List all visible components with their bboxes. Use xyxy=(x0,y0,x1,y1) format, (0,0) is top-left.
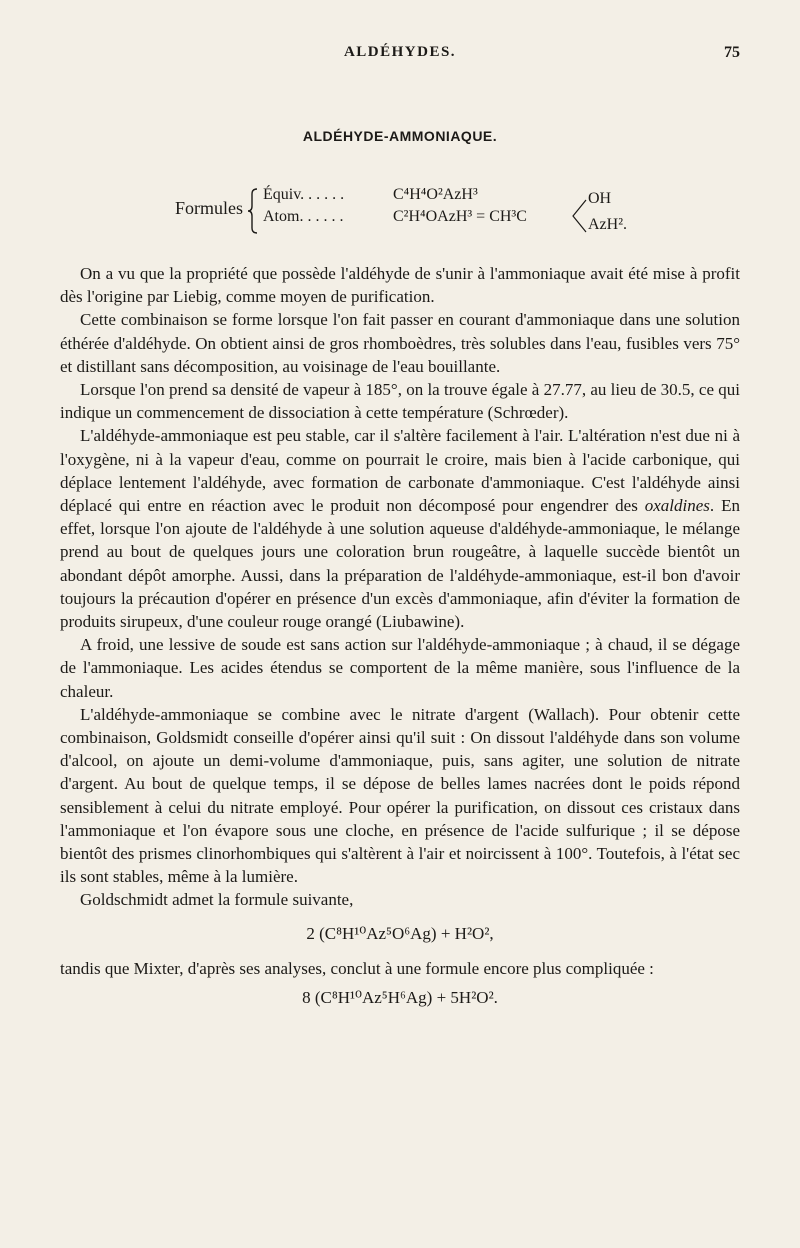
paragraph xyxy=(60,424,740,633)
running-head xyxy=(60,44,740,74)
branch-bottom-group: AzH². xyxy=(588,216,628,233)
paragraph: Lorsque l'on prend sa densité de vapeur à 185°, on la trouve égale à 27.77, au lieu de 30.5, ce qui indique un commencement de dissociation à cette température (Schrœder). xyxy=(60,380,740,423)
formula-value: C⁴H⁴O²AzH³ xyxy=(393,186,478,203)
paragraph: A froid, une lessive de soude est sans action sur l'aldéhyde-ammoniaque ; à chaud, il se dégage de l'ammoniaque. Les acides étendus se comportent de la même manière, sous l'influence de la chaleur. xyxy=(60,635,740,701)
formula-key: Équiv. . . . . . xyxy=(263,186,345,203)
formula-key: Atom. . . . . . xyxy=(263,208,344,225)
paragraph-text: . En effet, lorsque l'on ajoute de l'aldéhyde à une solution aqueuse d'aldéhyde-ammoniaque, le mélange prend au bout de quelques jours une coloration brun rougeâtre, à laquelle succède bientôt un abondant dépôt amorphe. Aussi, dans la préparation de l'aldéhyde-ammoniaque, est-il bon d'avoir toujours la précaution d'opérer en présence d'un excès d'ammoniaque, afin d'éviter la formation de produits sirupeux, d'une couleur rouge orangé (Liubawine). xyxy=(60,496,740,632)
paragraph: Cette combinaison se forme lorsque l'on fait passer en courant d'ammoniaque dans une solution éthérée d'aldéhyde. On obtient ainsi de gros rhomboèdres, très solubles dans l'eau, fusibles vers 75° et distillant sans décomposition, au voisinage de l'eau bouillante. xyxy=(60,310,740,376)
paragraph: L'aldéhyde-ammoniaque se combine avec le nitrate d'argent (Wallach). Pour obtenir cette combinaison, Goldsmidt conseille d'opérer ainsi qu'il suit : On dissout l'aldéhyde dans son volume d'alcool, on ajoute un demi-volume d'ammoniaque, puis, sans agiter, une solution de nitrate d'argent. Au bout de quelque temps, il se dépose de belles lames nacrées dont le poids répond sensiblement à celui du nitrate employé. Pour opérer la purification, on dissout ces cristaux dans l'ammoniaque et l'on évapore sous une cloche, en présence de l'acide sulfurique ; il se dépose bientôt des prismes clinorhombiques qui s'altèrent à l'air et noircissent à 100°. Toutefois, à l'état sec ils sont stables, même à la lumière. xyxy=(60,704,740,887)
paragraph: On a vu que la propriété que possède l'aldéhyde de s'unir à l'ammoniaque avait été mise à profit dès l'origine par Liebig, comme moyen de purification. xyxy=(60,264,740,307)
emphasis-oxaldines: oxaldines xyxy=(644,496,710,516)
paragraph-text: L'aldéhyde-ammoniaque est peu stable, car il s'altère facilement à l'air. L'altération n'est due ni à l'oxygène, ni à la vapeur d'eau, comme on pourrait le croire, mais bien à l'acide carbonique, qui déplace lentement l'aldéhyde, avec formation de carbonate d'ammoniaque. C'est l'aldéhyde ainsi déplacé qui entre en réaction avec le produit non décomposé pour engendrer des xyxy=(60,426,740,516)
page-number: 75 xyxy=(724,44,740,61)
body-text xyxy=(60,262,740,1021)
section-title: ALDÉHYDE-AMMONIAQUE. xyxy=(302,128,498,144)
formulas-label: Formules xyxy=(175,198,244,218)
running-title: ALDÉHYDES. xyxy=(343,44,457,60)
formula-value: C²H⁴OAzH³ = CH³C xyxy=(393,208,527,225)
formula-row-atom xyxy=(263,208,527,226)
left-brace-icon xyxy=(247,188,259,234)
formula-row-equiv xyxy=(263,186,478,204)
equation-goldschmidt: 2 (C⁸H¹⁰Az⁵O⁶Ag) + H²O², xyxy=(306,923,494,943)
paragraph: tandis que Mixter, d'après ses analyses, conclut à une formule encore plus compliquée : xyxy=(60,958,654,978)
paragraph: Goldschmidt admet la formule suivante, xyxy=(80,890,354,910)
formula-branch xyxy=(570,190,650,238)
branch-top-group: OH xyxy=(588,190,612,207)
branch-bonds-icon xyxy=(570,190,588,238)
equation-mixter: 8 (C⁸H¹⁰Az⁵H⁶Ag) + 5H²O². xyxy=(302,988,498,1008)
